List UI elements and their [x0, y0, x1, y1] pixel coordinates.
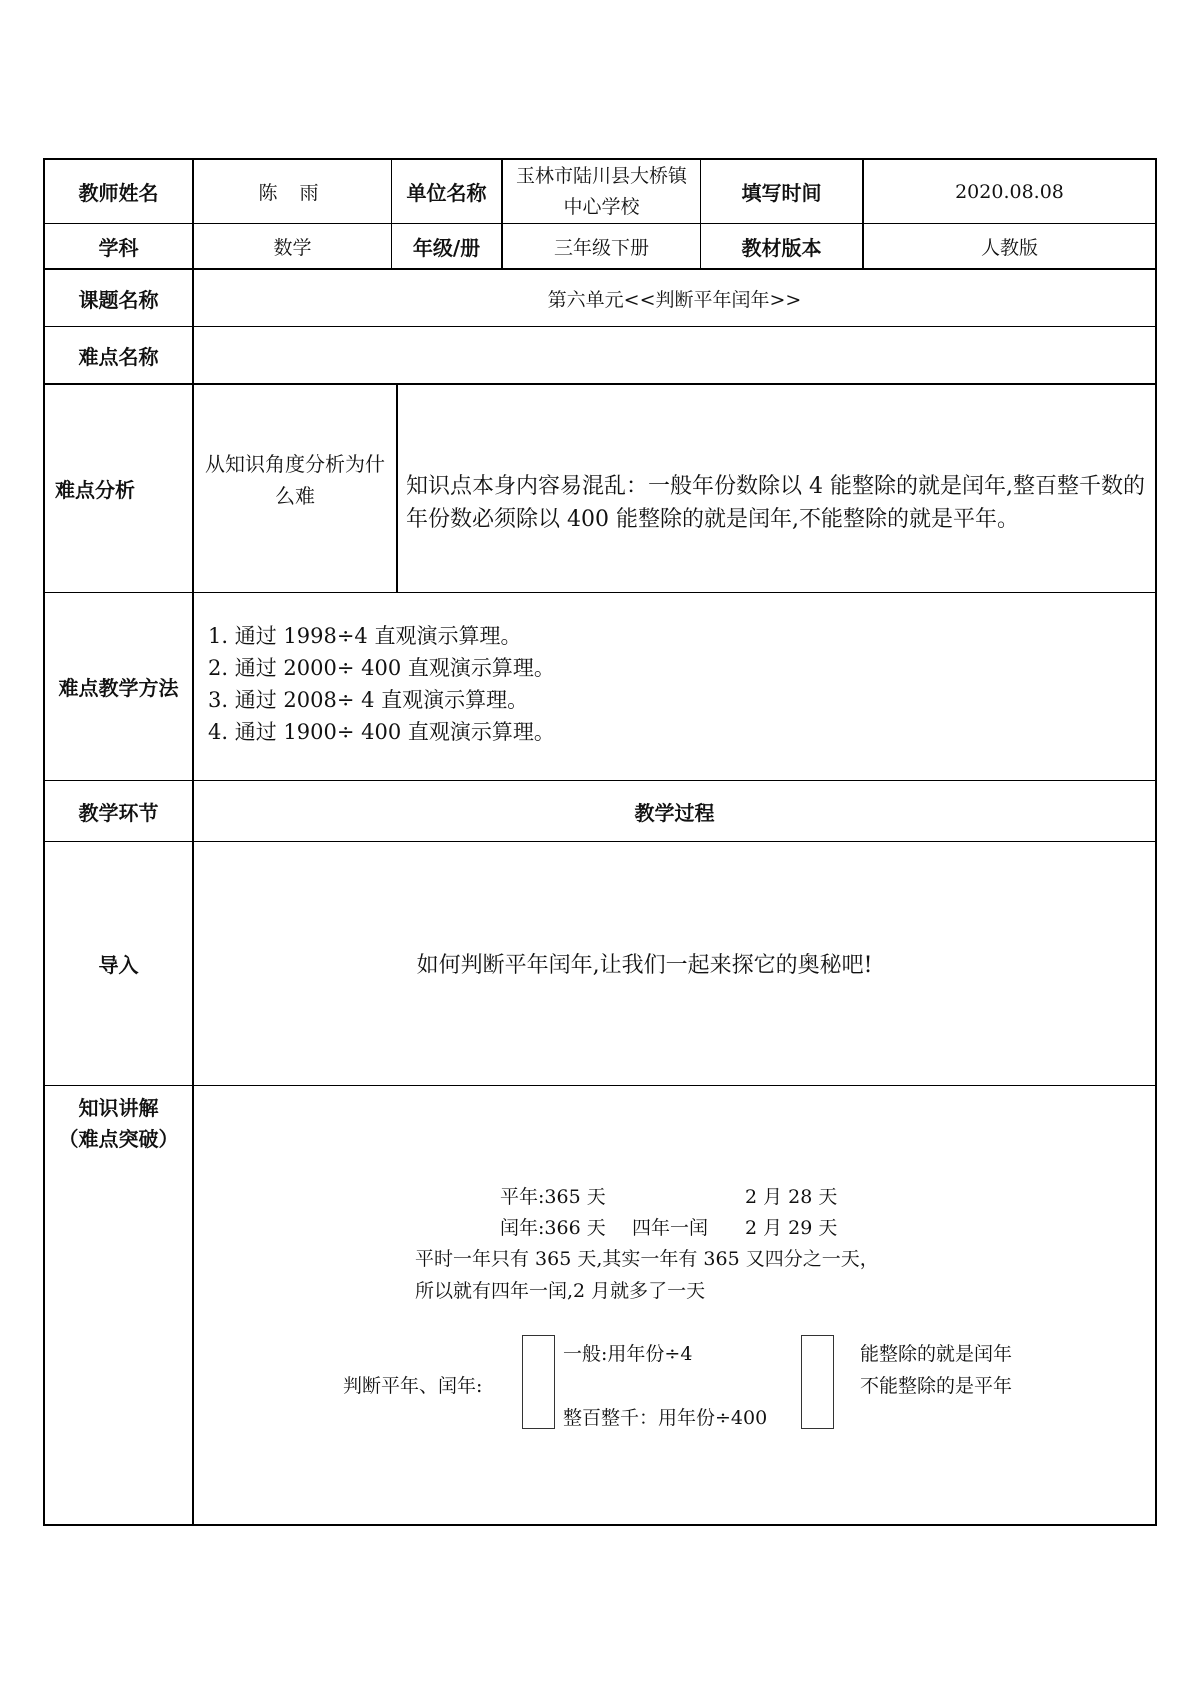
subject-label: 学科 — [98, 235, 139, 260]
left-bracket-box — [522, 1335, 555, 1429]
difficulty-label: 难点名称 — [78, 344, 159, 369]
grade-label: 年级/册 — [412, 235, 481, 260]
process-heading: 教学过程 — [634, 800, 715, 825]
intro-label: 导入 — [98, 953, 139, 977]
unit-name-label: 单位名称 — [406, 181, 487, 205]
result-common: 不能整除的是平年 — [860, 1375, 1013, 1397]
table-border-bottom — [43, 1524, 1157, 1526]
methods-label: 难点教学方法 — [58, 676, 179, 700]
leap-year-days: 闰年:366 天 — [500, 1217, 606, 1239]
leap-year-rule: 四年一闰 — [632, 1217, 709, 1239]
common-year-days: 平年:365 天 — [500, 1186, 606, 1208]
result-leap: 能整除的就是闰年 — [860, 1343, 1013, 1365]
difficulty-value — [194, 327, 1155, 383]
analysis-text: 知识点本身内容易混乱：一般年份数除以 4 能整除的就是闰年,整百整千数的年份数必须除以 400 能整除的就是闰年,不能整除的就是平年。 — [406, 474, 1145, 532]
list-item: 2. 通过 2000÷ 400 直观演示算理。 — [208, 656, 555, 680]
teacher-name-value: 陈 雨 — [258, 182, 327, 204]
methods-list — [208, 620, 555, 748]
teacher-name-label: 教师姓名 — [78, 181, 159, 205]
process-stage-label: 教学环节 — [78, 800, 159, 825]
judge-label: 判断平年、闰年: — [343, 1375, 483, 1397]
row-divider — [43, 383, 1157, 385]
explain-note-line1: 平时一年只有 365 天,其实一年有 365 又四分之一天， — [415, 1248, 879, 1270]
edition-label: 教材版本 — [741, 235, 822, 260]
explain-note-line2: 所以就有四年一闰,2 月就多了一天 — [415, 1280, 706, 1302]
unit-name-value: 玉林市陆川县大桥镇中心学校 — [515, 164, 687, 218]
topic-label: 课题名称 — [78, 287, 159, 312]
explain-label-line2: （难点突破） — [58, 1126, 179, 1151]
right-bracket-box — [801, 1335, 834, 1429]
date-label: 填写时间 — [741, 181, 822, 205]
explain-label-line1: 知识讲解 — [78, 1095, 159, 1120]
table-border-right — [1155, 158, 1157, 1526]
list-item: 1. 通过 1998÷4 直观演示算理。 — [208, 624, 522, 648]
row-divider — [43, 1085, 1157, 1086]
subject-value: 数学 — [273, 236, 312, 259]
grade-value: 三年级下册 — [553, 236, 649, 259]
rule-century: 整百整千：用年份÷400 — [563, 1407, 768, 1429]
date-value: 2020.08.08 — [955, 180, 1064, 203]
list-item: 3. 通过 2008÷ 4 直观演示算理。 — [208, 688, 529, 712]
topic-value: 第六单元<<判断平年闰年>> — [547, 288, 802, 311]
edition-value: 人教版 — [980, 236, 1038, 259]
analysis-label: 难点分析 — [55, 478, 135, 502]
list-item: 4. 通过 1900÷ 400 直观演示算理。 — [208, 720, 555, 744]
leap-year-feb: 2 月 29 天 — [745, 1217, 838, 1239]
intro-text: 如何判断平年闰年,让我们一起来探它的奥秘吧! — [416, 953, 873, 978]
rule-general: 一般:用年份÷4 — [563, 1343, 693, 1365]
common-year-feb: 2 月 28 天 — [745, 1186, 838, 1208]
analysis-sub-label: 从知识角度分析为什么难 — [205, 452, 385, 508]
analysis-divider — [396, 383, 398, 593]
row-divider — [43, 592, 1157, 593]
